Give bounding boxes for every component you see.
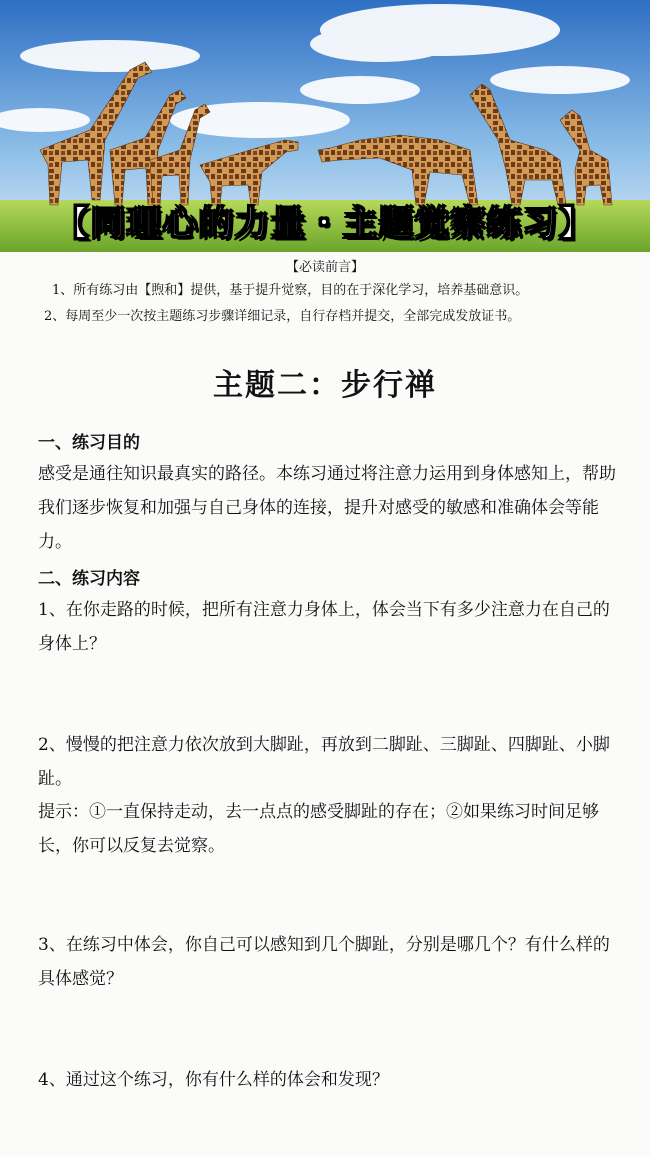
banner	[0, 0, 650, 252]
section-heading-label: 一、练习目的	[38, 433, 140, 453]
exercise-item-1: 1、在你走路的时候，把所有注意力身体上，体会当下有多少注意力在自己的身体上？	[38, 600, 610, 654]
exercise-item-2: 2、慢慢的把注意力依次放到大脚趾，再放到二脚趾、三脚趾、四脚趾、小脚趾。	[38, 735, 610, 789]
purpose-text: 感受是通往知识最真实的路径。本练习通过将注意力运用到身体感知上，帮助我们逐步恢复和加强与自己身体的连接，提升对感受的敏感和准确体会等能力。	[38, 464, 616, 552]
preface-line: 1、所有练习由【煦和】提供，基于提升觉察，目的在于深化学习，培养基础意识。	[52, 283, 529, 298]
purpose-heading	[38, 428, 618, 453]
preface	[0, 258, 650, 330]
content-heading	[38, 564, 618, 589]
preface-heading: 【必读前言】	[285, 260, 364, 275]
preface-line: 2、每周至少一次按主题练习步骤详细记录，自行存档并提交，全部完成发放证书。	[44, 309, 521, 324]
exercise-hint: 提示：①一直保持走动，去一点点的感受脚趾的存在；②如果练习时间足够长，你可以反复去觉察。	[38, 802, 599, 856]
exercise-item-3: 3、在练习中体会，你自己可以感知到几个脚趾，分别是哪几个？有什么样的具体感觉？	[38, 935, 610, 989]
section-heading-label: 二、练习内容	[38, 569, 140, 589]
page-title: 主题二：步行禅	[213, 368, 437, 403]
exercise-item-4: 4、通过这个练习，你有什么样的体会和发现？	[38, 1070, 389, 1090]
banner-title: 【同理心的力量・主题觉察练习】	[55, 204, 595, 244]
